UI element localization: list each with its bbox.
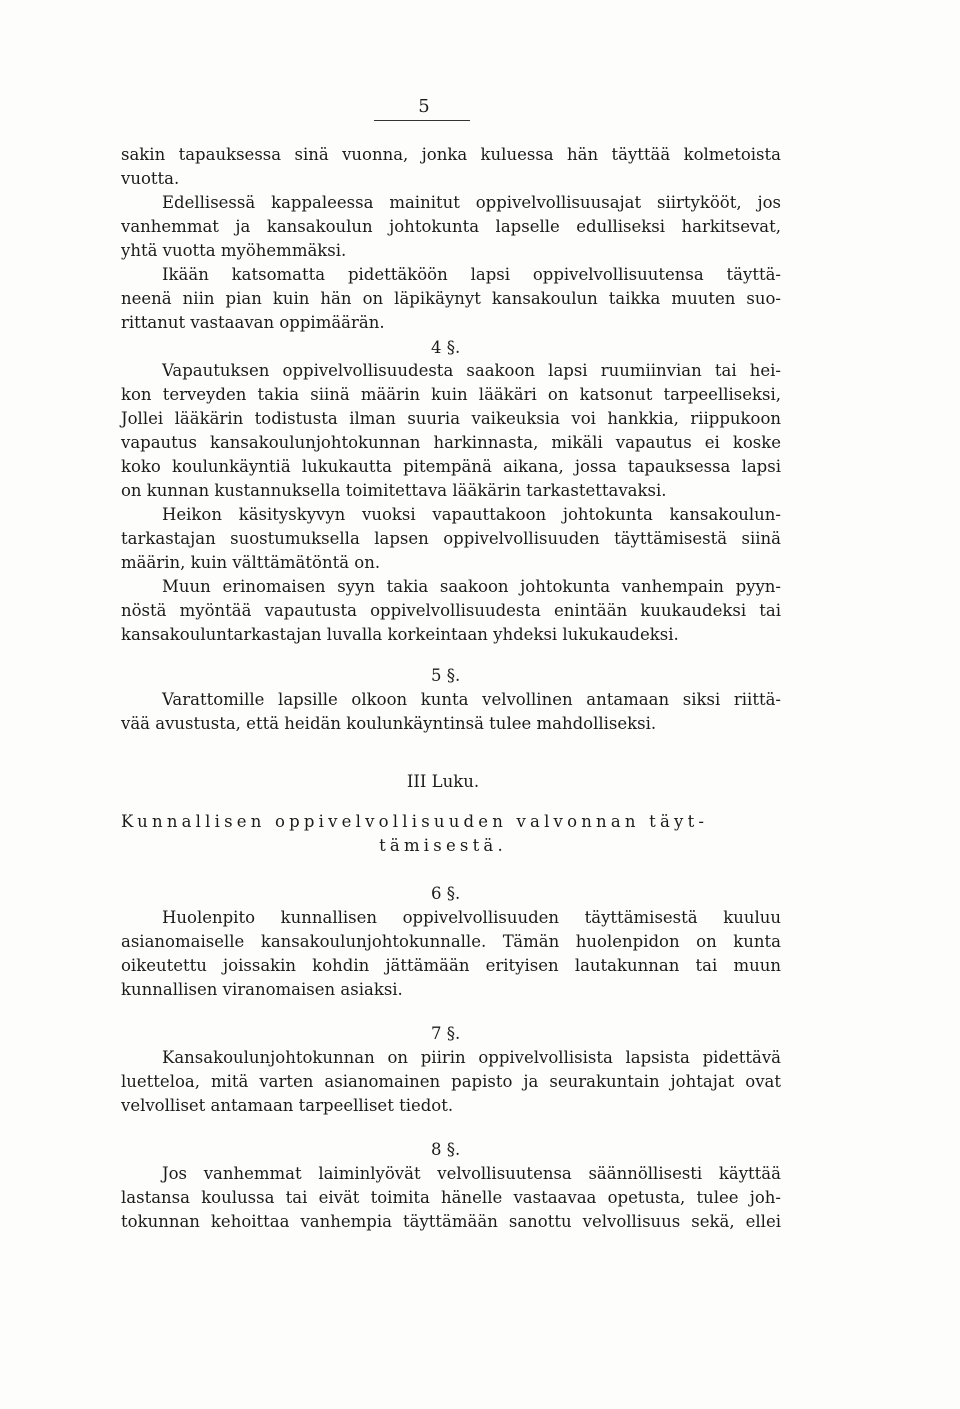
section-heading-4: 4 §. xyxy=(431,338,461,357)
text-line: Jos vanhemmat laiminlyövät velvollisuutensa säännöllisesti käyttää xyxy=(162,1164,781,1183)
chapter-title-line: tämisestä. xyxy=(379,836,507,855)
section-heading-7: 7 §. xyxy=(431,1024,461,1043)
page-number-rule xyxy=(374,120,470,121)
text-line: lastansa koulussa tai eivät toimita hänelle vastaavaa opetusta, tulee joh- xyxy=(121,1188,781,1207)
text-line: kon terveyden takia siinä määrin kuin lääkäri on katsonut tarpeelliseksi, xyxy=(121,385,781,404)
text-line: tarkastajan suostumuksella lapsen oppivelvollisuuden täyttämisestä siinä xyxy=(121,529,781,548)
text-line: sakin tapauksessa sinä vuonna, jonka kuluessa hän täyttää kolmetoista xyxy=(121,145,781,164)
section-heading-6: 6 §. xyxy=(431,884,461,903)
text-line: rittanut vastaavan oppimäärän. xyxy=(121,313,385,332)
text-line: Muun erinomaisen syyn takia saakoon johtokunta vanhempain pyyn- xyxy=(162,577,781,596)
page-number: 5 xyxy=(418,96,430,117)
text-line: nöstä myöntää vapautusta oppivelvollisuudesta enintään kuukaudeksi tai xyxy=(121,601,781,620)
chapter-title-line: Kunnallisen oppivelvollisuuden valvonnan täyt- xyxy=(121,812,709,831)
text-line: vanhemmat ja kansakoulun johtokunta lapselle edulliseksi harkitsevat, xyxy=(121,217,781,236)
text-line: asianomaiselle kansakoulunjohtokunnalle. Tämän huolenpidon on kunta xyxy=(121,932,781,951)
text-line: on kunnan kustannuksella toimitettava lääkärin tarkastettavaksi. xyxy=(121,481,667,500)
text-line: tokunnan kehoittaa vanhempia täyttämään sanottu velvollisuus sekä, ellei xyxy=(121,1212,781,1231)
text-line: luetteloa, mitä varten asianomainen papisto ja seurakuntain johtajat ovat xyxy=(121,1072,781,1091)
text-line: Varattomille lapsille olkoon kunta velvollinen antamaan siksi riittä- xyxy=(162,690,781,709)
text-line: vapautus kansakoulunjohtokunnan harkinnasta, mikäli vapautus ei koske xyxy=(121,433,781,452)
section-heading-8: 8 §. xyxy=(431,1140,461,1159)
text-line: vuotta. xyxy=(121,169,180,188)
text-line: Edellisessä kappaleessa mainitut oppivelvollisuusajat siirtykööt, jos xyxy=(162,193,781,212)
text-line: yhtä vuotta myöhemmäksi. xyxy=(121,241,347,260)
section-heading-5: 5 §. xyxy=(431,666,461,685)
text-line: velvolliset antamaan tarpeelliset tiedot. xyxy=(121,1096,454,1115)
text-line: määrin, kuin välttämätöntä on. xyxy=(121,553,381,572)
text-line: Kansakoulunjohtokunnan on piirin oppivelvollisista lapsista pidettävä xyxy=(162,1048,781,1067)
text-line: neenä niin pian kuin hän on läpikäynyt kansakoulun taikka muuten suo- xyxy=(121,289,781,308)
text-line: Ikään katsomatta pidettäköön lapsi oppivelvollisuutensa täyttä- xyxy=(162,265,781,284)
text-line: Heikon käsityskyvyn vuoksi vapauttakoon johtokunta kansakoulun- xyxy=(162,505,781,524)
text-line: vää avustusta, että heidän koulunkäyntinsä tulee mahdolliseksi. xyxy=(121,714,657,733)
chapter-heading: III Luku. xyxy=(406,772,480,791)
text-line: kansakouluntarkastajan luvalla korkeintaan yhdeksi lukukaudeksi. xyxy=(121,625,679,644)
text-line: Jollei lääkärin todistusta ilman suuria vaikeuksia voi hankkia, riippukoon xyxy=(121,409,781,428)
text-line: Huolenpito kunnallisen oppivelvollisuuden täyttämisestä kuuluu xyxy=(162,908,781,927)
text-line: koko koulunkäyntiä lukukautta pitempänä aikana, jossa tapauksessa lapsi xyxy=(121,457,781,476)
text-line: kunnallisen viranomaisen asiaksi. xyxy=(121,980,403,999)
text-line: oikeutettu joissakin kohdin jättämään erityisen lautakunnan tai muun xyxy=(121,956,781,975)
text-line: Vapautuksen oppivelvollisuudesta saakoon lapsi ruumiinvian tai hei- xyxy=(162,361,781,380)
